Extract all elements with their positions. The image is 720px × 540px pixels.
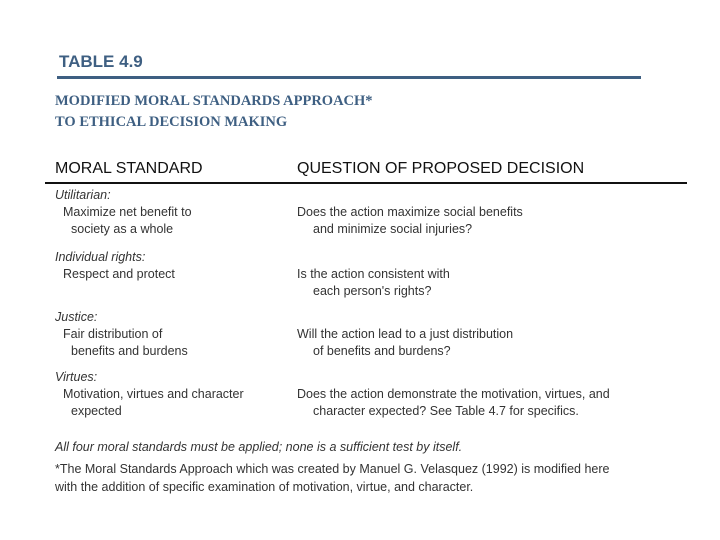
description-line: Maximize net benefit to — [63, 205, 192, 219]
question-line: Does the action demonstrate the motivation, virtues, and — [297, 387, 610, 401]
question-line: Does the action maximize social benefits — [297, 205, 523, 219]
footnote-line-1: *The Moral Standards Approach which was created by Manuel G. Velasquez (1992) is modified here — [55, 462, 610, 476]
description-line: benefits and burdens — [71, 344, 188, 358]
standard-name: Justice: — [55, 310, 98, 324]
decision-question — [297, 326, 513, 360]
question-line: character expected? See Table 4.7 for specifics. — [313, 404, 579, 418]
standard-name: Individual rights: — [55, 250, 146, 264]
header-rule — [45, 182, 687, 184]
table-subtitle — [55, 91, 373, 133]
decision-question — [297, 204, 523, 238]
decision-question — [297, 386, 610, 420]
title-rule — [57, 76, 641, 79]
footnote-line-2: with the addition of specific examination of motivation, virtue, and character. — [55, 480, 474, 494]
footnote — [55, 460, 695, 496]
question-line: Will the action lead to a just distribution — [297, 327, 514, 341]
description-line: Fair distribution of — [63, 327, 163, 341]
description-line: Motivation, virtues and character — [63, 387, 244, 401]
standard-description — [63, 326, 188, 360]
subtitle-line-1: MODIFIED MORAL STANDARDS APPROACH* — [55, 93, 373, 109]
table-label: TABLE 4.9 — [59, 52, 143, 71]
column-header-moral-standard: MORAL STANDARD — [55, 160, 203, 177]
question-line: each person's rights? — [313, 284, 432, 298]
description-line: society as a whole — [71, 222, 174, 236]
description-line: expected — [71, 404, 122, 418]
decision-question — [297, 266, 450, 300]
standard-description — [63, 204, 192, 238]
applied-note: All four moral standards must be applied; none is a sufficient test by itself. — [55, 440, 463, 454]
standard-description — [63, 386, 244, 420]
standard-description — [63, 266, 175, 283]
question-line: and minimize social injuries? — [313, 222, 473, 236]
question-line: Is the action consistent with — [297, 267, 450, 281]
question-line: of benefits and burdens? — [313, 344, 451, 358]
description-line: Respect and protect — [63, 267, 175, 281]
standard-name: Virtues: — [55, 370, 98, 384]
subtitle-line-2: TO ETHICAL DECISION MAKING — [55, 114, 288, 130]
standard-name: Utilitarian: — [55, 188, 111, 202]
column-header-question: QUESTION OF PROPOSED DECISION — [297, 160, 585, 177]
